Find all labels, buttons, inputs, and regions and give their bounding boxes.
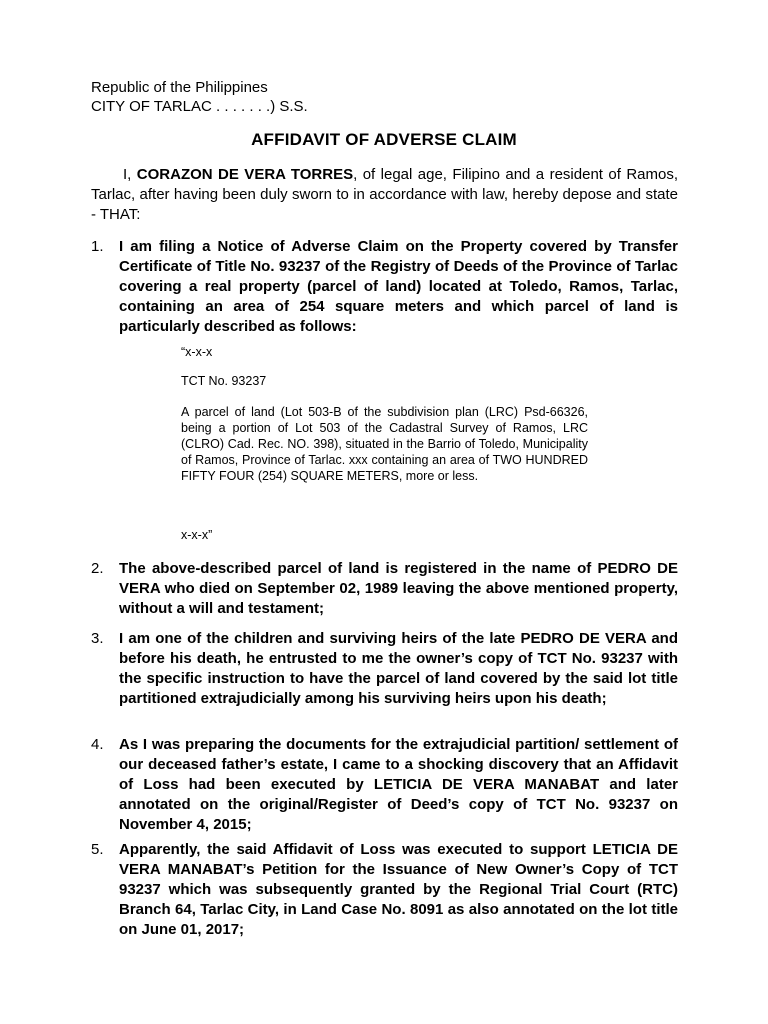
affiant-name: CORAZON DE VERA TORRES bbox=[136, 166, 354, 183]
intro-prefix: I, bbox=[123, 166, 137, 183]
document-title: AFFIDAVIT OF ADVERSE CLAIM bbox=[251, 130, 517, 149]
item-number: 2. bbox=[91, 560, 104, 577]
quote-close bbox=[181, 527, 588, 543]
venue-header bbox=[91, 78, 308, 116]
list-item bbox=[91, 629, 678, 709]
quote-description bbox=[181, 404, 588, 484]
city-line: CITY OF TARLAC . . . . . . .) S.S. bbox=[91, 98, 308, 115]
list-item bbox=[91, 237, 678, 337]
quote-tct-text: TCT No. 93237 bbox=[181, 374, 267, 388]
list-item bbox=[91, 840, 678, 940]
item-number: 4. bbox=[91, 736, 104, 753]
item-text: The above-described parcel of land is registered in the name of PEDRO DE VERA who died on September 02, 1989 leaving the above mentioned property, without a will and testament; bbox=[119, 560, 678, 617]
item-text: I am one of the children and surviving heirs of the late PEDRO DE VERA and before his death, he entrusted to me the owner’s copy of TCT No. 93237 with the specific instruction to have the parcel of land covered by the said lot title partitioned extrajudicially among his surviving heirs upon his death; bbox=[119, 630, 678, 707]
republic-line: Republic of the Philippines bbox=[91, 79, 268, 96]
list-item bbox=[91, 559, 678, 619]
item-number: 3. bbox=[91, 630, 104, 647]
quote-close-text: x-x-x” bbox=[181, 528, 213, 542]
item-text: Apparently, the said Affidavit of Loss was executed to support LETICIA DE VERA MANABAT’s Petition for the Issuance of New Owner’s Copy of TCT 93237 which was subsequently granted by the Regional Trial Court (RTC) Branch 64, Tarlac City, in Land Case No. 8091 as also annotated on the lot title on June 01, 2017; bbox=[119, 841, 678, 938]
quote-tct bbox=[181, 373, 588, 389]
intro-rest: , of legal age, Filipino and a resident of Ramos, Tarlac, after having been duly sworn to in accordance with law, hereby depose and state - THAT: bbox=[91, 166, 679, 223]
quote-description-text: A parcel of land (Lot 503-B of the subdivision plan (LRC) Psd-66326, being a portion of Lot 503 of the Cadastral Survey of Ramos, LRC (CLRO) Cad. Rec. NO. 398), situated in the Barrio of Toledo, Municipality of Ramos, Province of Tarlac. xxx containing an area of TWO HUNDRED FIFTY FOUR (254) SQUARE METERS, more or less. bbox=[181, 405, 588, 483]
intro-paragraph bbox=[91, 165, 678, 225]
quote-open bbox=[181, 344, 588, 360]
quote-open-text: “x-x-x bbox=[181, 345, 213, 359]
item-text: I am filing a Notice of Adverse Claim on the Property covered by Transfer Certificate of Title No. 93237 of the Registry of Deeds of the Province of Tarlac covering a real property (parcel of land) located at Toledo, Ramos, Tarlac, containing an area of 254 square meters and which parcel of land is particularly described as follows: bbox=[119, 238, 678, 335]
item-number: 1. bbox=[91, 238, 104, 255]
item-text: As I was preparing the documents for the extrajudicial partition/ settlement of our deceased father’s estate, I came to a shocking discovery that an Affidavit of Loss had been executed by LETICIA DE VERA MANABAT and later annotated on the original/Register of Deed’s copy of TCT No. 93237 on November 4, 2015; bbox=[119, 736, 678, 833]
list-item bbox=[91, 735, 678, 835]
item-number: 5. bbox=[91, 841, 104, 858]
